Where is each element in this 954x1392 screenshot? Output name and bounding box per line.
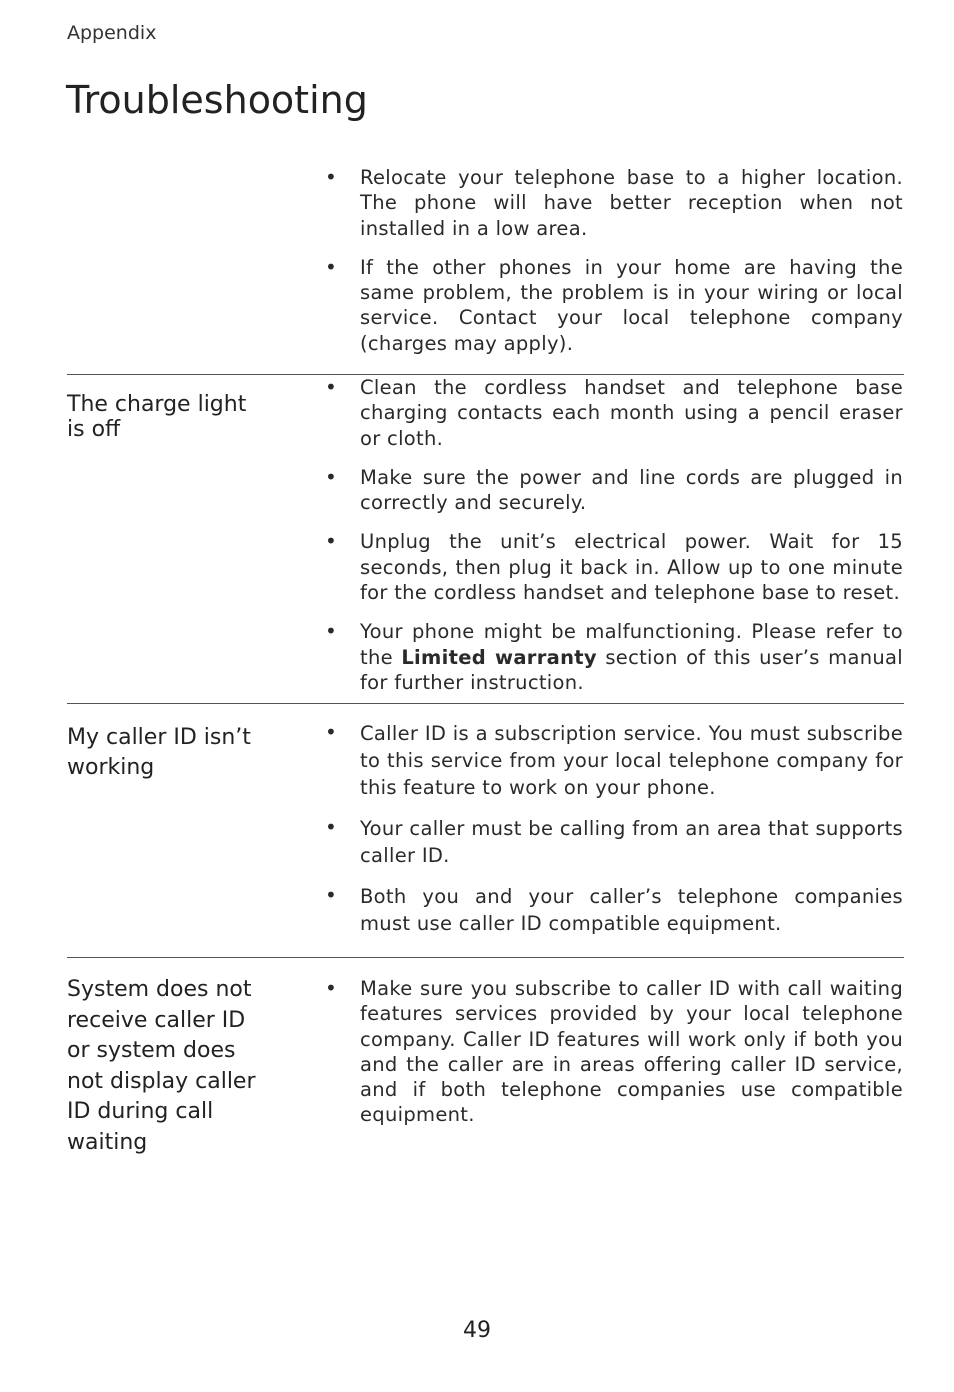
bullet-icon: • (325, 883, 338, 907)
solution-item (325, 720, 903, 801)
solution-item (325, 255, 903, 356)
solution-list (325, 375, 903, 695)
problem-caller-id: My caller ID isn’t working (67, 725, 251, 780)
solution-text-after: section of this user’s manual for further instruction. (360, 645, 903, 694)
bullet-icon: • (325, 254, 338, 279)
problem-charge-light: The charge light is off (67, 392, 247, 442)
solution-item (325, 375, 903, 451)
bullet-icon: • (325, 375, 338, 399)
solution-item (325, 165, 903, 241)
solution-text: Make sure the power and line cords are plugged in correctly and securely. (360, 465, 903, 515)
solution-text: Caller ID is a subscription service. You must subscribe to this service from your local telephone company for this feature to work on your phone. (360, 722, 903, 799)
bullet-icon: • (325, 165, 338, 189)
solution-text: Make sure you subscribe to caller ID with call waiting features services provided by your local telephone company. Caller ID features will work only if both you and the caller are in areas offering caller ID service, and if both telephone companies use compatible equipment. (360, 977, 903, 1127)
solution-list (325, 720, 903, 937)
limited-warranty-reference: Limited warranty (401, 645, 597, 669)
solution-item (325, 976, 903, 1128)
page-title: Troubleshooting (66, 78, 368, 122)
solution-text-before: Your phone might be malfunctioning. Please refer to the (360, 620, 903, 669)
solution-item (325, 815, 903, 869)
bullet-icon: • (325, 464, 338, 489)
bullet-icon: • (325, 619, 338, 644)
solution-text: Clean the cordless handset and telephone base charging contacts each month using a pencil eraser or cloth. (360, 376, 903, 450)
bullet-icon: • (325, 976, 338, 1000)
problem-call-waiting: System does not receive caller ID or system does not display caller ID during call waiting (67, 977, 256, 1155)
section-label: Appendix (67, 22, 157, 44)
solution-text: Your caller must be calling from an area that supports caller ID. (360, 817, 903, 867)
solution-text: Relocate your telephone base to a higher location. The phone will have better reception when not installed in a low area. (360, 166, 903, 240)
row-divider (67, 703, 904, 704)
solution-item (325, 883, 903, 937)
bullet-icon: • (325, 529, 338, 554)
bullet-icon: • (325, 720, 338, 744)
page-number: 49 (463, 1318, 491, 1343)
solution-item (325, 529, 903, 605)
bullet-icon: • (325, 815, 338, 839)
solution-text: Both you and your caller’s telephone companies must use caller ID compatible equipment. (360, 885, 903, 935)
solution-list (325, 976, 903, 1128)
solution-text: If the other phones in your home are having the same problem, the problem is in your wiring or local service. Contact your local telephone company (charges may apply). (360, 255, 903, 355)
solution-list (325, 165, 903, 356)
solution-item (325, 619, 903, 695)
row-divider (67, 957, 904, 958)
solution-item (325, 465, 903, 516)
solution-text: Unplug the unit’s electrical power. Wait for 15 seconds, then plug it back in. Allow up to one minute for the cordless handset and telephone base to reset. (360, 530, 903, 605)
